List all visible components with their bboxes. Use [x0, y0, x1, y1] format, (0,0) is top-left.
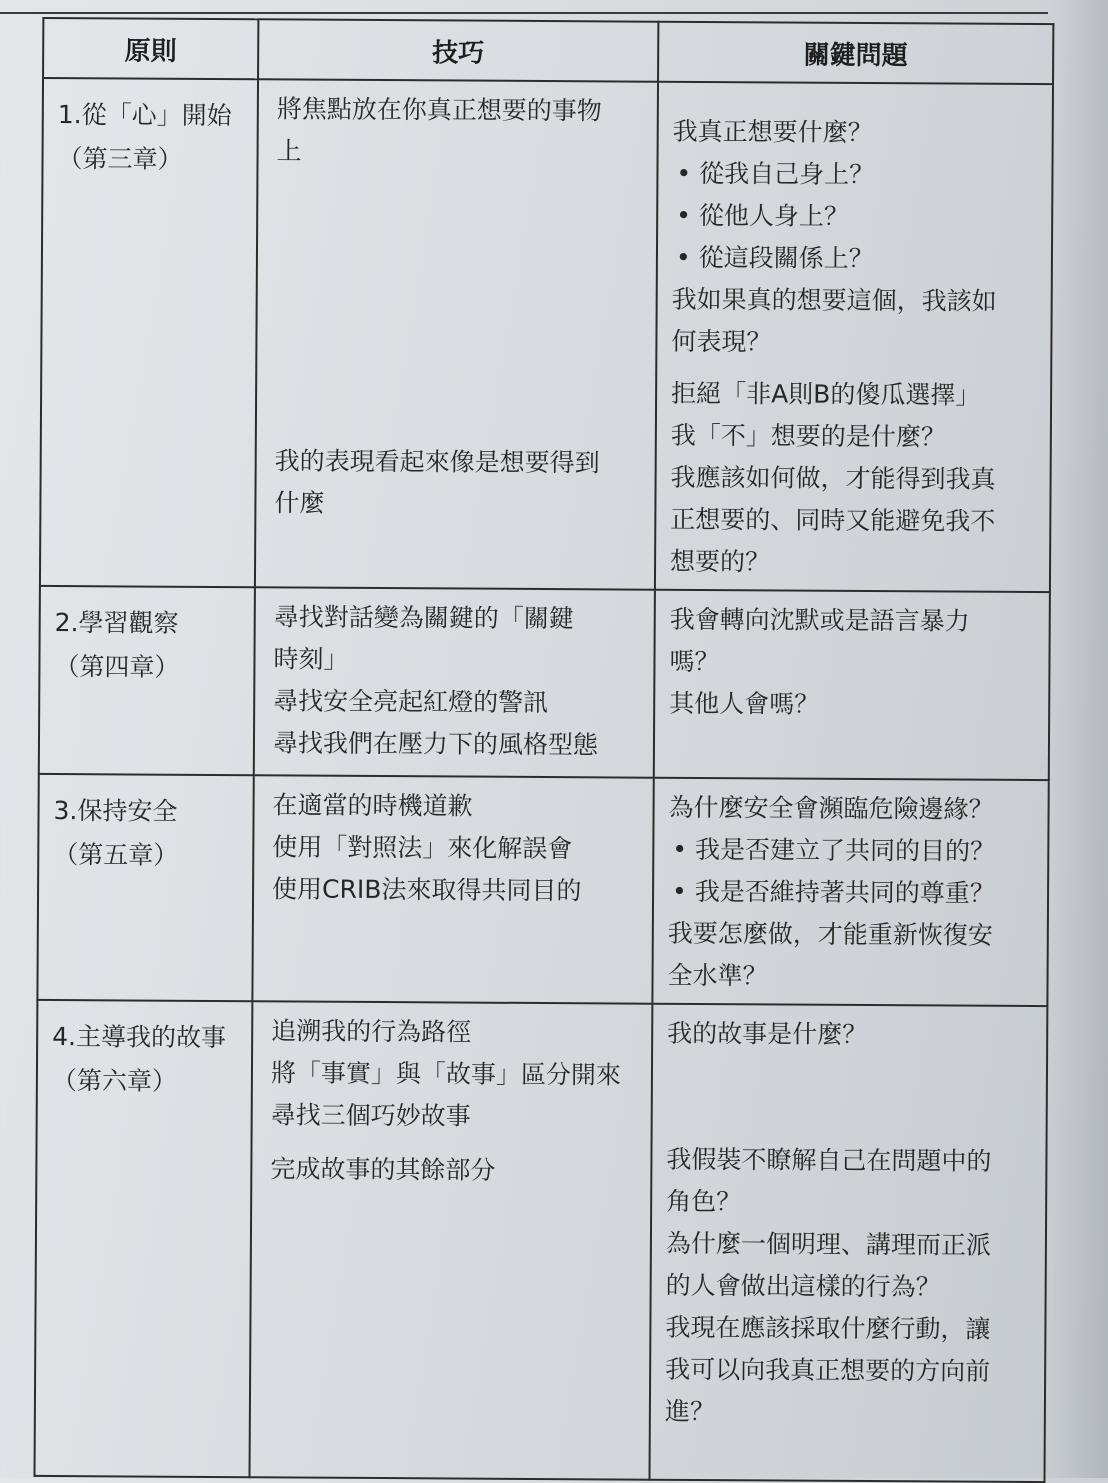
question-bullet: • 從這段關係上？ [672, 237, 1041, 281]
question-block [657, 83, 1052, 365]
skill-line: 將焦點放在你真正想要的事物 [276, 94, 602, 126]
question-block [653, 1005, 1046, 1057]
question-block [651, 1055, 1046, 1435]
question-line: 的人會做出這樣的行為？ [665, 1270, 941, 1302]
skill-line: 尋找我們在壓力下的風格型態 [272, 728, 599, 760]
table-row [34, 1000, 1047, 1482]
question-line: 我現在應該採取什麼行動，讓 [665, 1312, 991, 1344]
question-line: 何表現？ [671, 326, 772, 357]
header-principle: 原則 [43, 18, 258, 79]
skill-line: 使用「對照法」來化解誤會 [272, 832, 573, 864]
principle-chapter: （第四章） [54, 652, 180, 682]
skill-line: 尋找安全亮起紅燈的警訊 [273, 686, 549, 718]
principle-title: 1.從「心」開始 [57, 100, 232, 131]
question-line: 想要的？ [670, 546, 771, 577]
skill-block [254, 776, 653, 912]
question-cell [649, 1004, 1047, 1482]
skill-block [258, 80, 657, 174]
header-key-question: 關鍵問題 [658, 22, 1053, 84]
principle-title: 3.保持安全 [53, 796, 178, 826]
question-line: 我假裝不瞭解自己在問題中的 [666, 1144, 992, 1176]
principle-text [38, 1001, 252, 1104]
skill-block [256, 432, 612, 526]
table-header-row [43, 18, 1053, 84]
question-line: 我「不」想要的是什麼？ [670, 420, 946, 452]
table-row [37, 774, 1048, 1006]
question-line: 嗎？ [669, 646, 720, 677]
question-block [653, 779, 1047, 999]
principle-chapter: （第六章） [51, 1066, 178, 1096]
skill-line: 我的表現看起來像是想要得到 [274, 446, 600, 478]
principle-cell [40, 78, 258, 587]
question-line: 我會轉向沈默或是語言暴力 [669, 604, 970, 636]
question-line: 正想要的、同時又能避免我不 [670, 504, 996, 536]
question-line: 我要怎麼做，才能重新恢復安 [667, 918, 993, 950]
question-cell [655, 82, 1053, 592]
skill-line: 尋找對話變為關鍵的「關鍵 [273, 602, 574, 634]
principle-text [39, 775, 253, 878]
skill-line: 追溯我的行為路徑 [271, 1016, 472, 1047]
skill-cell [249, 1001, 652, 1479]
question-cell [654, 590, 1050, 780]
question-line: 其他人會嗎？ [669, 688, 820, 719]
principle-cell [34, 1000, 252, 1477]
skill-line: 時刻」 [273, 644, 349, 674]
table-body [34, 78, 1053, 1482]
question-bullet: • 我是否維持著共同的尊重？ [668, 871, 1037, 915]
question-bullet: • 我是否建立了共同的目的？ [668, 829, 1037, 873]
principles-table [33, 17, 1054, 1483]
question-line: 我如果真的想要這個，我該如 [671, 284, 997, 316]
question-line: 為什麼安全會瀕臨危險邊緣？ [668, 792, 994, 824]
principle-text [43, 79, 257, 182]
skill-line: 完成故事的其餘部分 [270, 1154, 496, 1185]
question-line: 我應該如何做，才能得到我真 [670, 462, 996, 494]
question-cell [652, 778, 1048, 1006]
principle-title: 4.主導我的故事 [52, 1022, 227, 1053]
question-line: 角色？ [666, 1186, 742, 1217]
question-bullet: • 從我自己身上？ [672, 153, 1041, 197]
skill-line: 將「事實」與「故事」區分開來 [270, 1058, 622, 1090]
skill-line: 在適當的時機道歉 [272, 790, 473, 821]
question-line: 為什麼一個明理、講理而正派 [665, 1228, 992, 1260]
principle-cell [39, 586, 255, 775]
question-line: 我可以向我真正想要的方向前 [665, 1354, 991, 1386]
principle-chapter: （第三章） [57, 144, 183, 174]
question-line: 全水準？ [667, 960, 768, 991]
question-block [655, 591, 1049, 727]
principle-text [40, 587, 254, 690]
skill-block [255, 588, 654, 766]
header-skill: 技巧 [258, 19, 658, 81]
skill-cell [255, 79, 658, 589]
skill-cell [252, 775, 653, 1003]
question-block [656, 363, 1050, 585]
question-line: 我真正想要什麼？ [672, 116, 873, 148]
skill-block [253, 1002, 652, 1138]
question-bullet: • 從他人身上？ [672, 195, 1041, 239]
table-row [40, 78, 1053, 592]
question-line: 拒絕「非A則B的傻瓜選擇」 [671, 378, 981, 410]
skill-cell [254, 587, 655, 777]
principle-chapter: （第五章） [53, 840, 179, 870]
question-line: 我的故事是什麼？ [667, 1018, 868, 1050]
skill-line: 什麼 [274, 488, 325, 518]
principle-cell [37, 774, 253, 1001]
skill-block [252, 1136, 650, 1192]
skill-line: 上 [276, 136, 302, 166]
principle-title: 2.學習觀察 [54, 608, 179, 638]
table-row [39, 586, 1050, 780]
skill-line: 使用CRIB法來取得共同目的 [271, 874, 582, 906]
skill-line: 尋找三個巧妙故事 [270, 1100, 471, 1131]
question-line: 進？ [664, 1396, 716, 1427]
